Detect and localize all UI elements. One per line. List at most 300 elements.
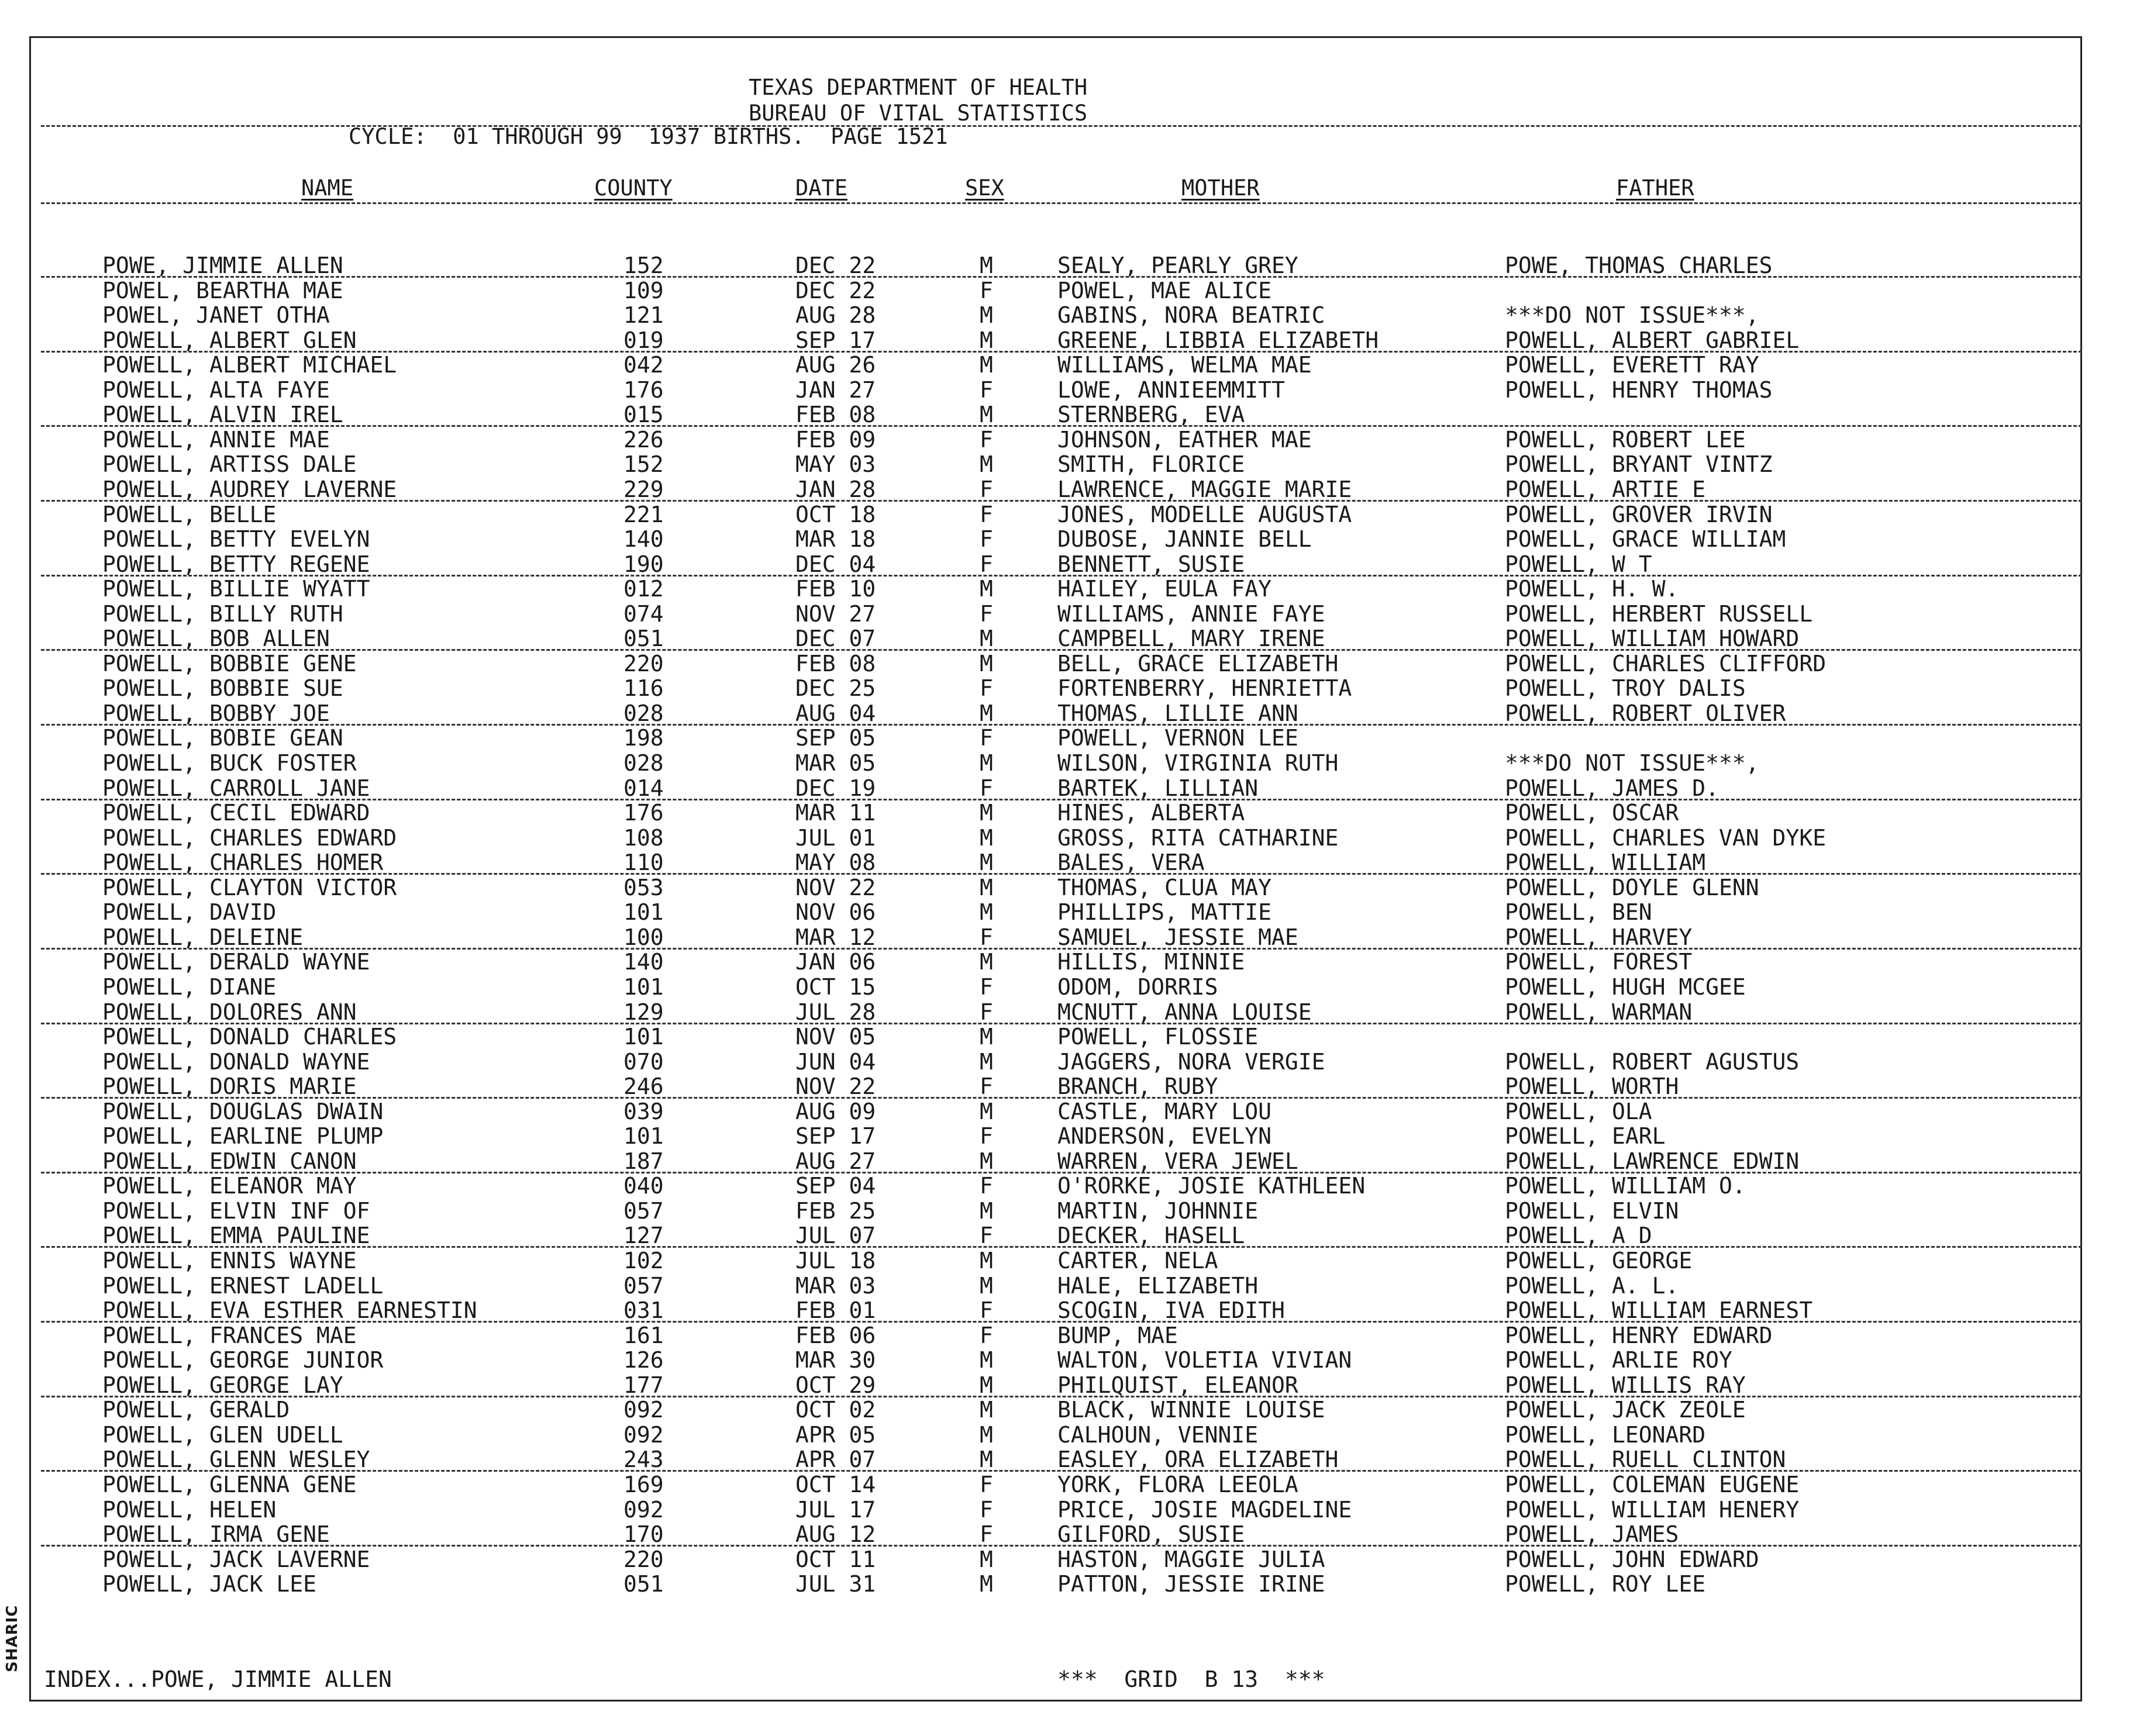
cell-father: POWELL, DOYLE GLENN — [1505, 875, 1759, 900]
cell-mother: JAGGERS, NORA VERGIE — [1057, 1049, 1325, 1075]
cell-sex: M — [980, 651, 993, 677]
cell-date: JUL 18 — [795, 1248, 876, 1273]
cell-date: APR 07 — [795, 1447, 876, 1472]
table-row — [0, 278, 2140, 302]
cell-father: POWELL, W T — [1505, 551, 1652, 577]
cell-date: OCT 14 — [795, 1472, 876, 1497]
cell-county: 101 — [623, 899, 664, 925]
cell-mother: JONES, MODELLE AUGUSTA — [1057, 502, 1352, 527]
table-row — [0, 775, 2140, 800]
cell-county: 053 — [623, 875, 664, 900]
cell-name: POWELL, BOBBY JOE — [102, 700, 330, 726]
cell-name: POWELL, DAVID — [102, 899, 277, 925]
cell-sex: F — [980, 775, 993, 801]
cell-father: POWELL, WILLIAM EARNEST — [1505, 1297, 1813, 1323]
cell-name: POWELL, DIANE — [102, 974, 277, 1000]
cell-name: POWELL, CHARLES EDWARD — [102, 825, 397, 851]
cell-county: 246 — [623, 1074, 664, 1099]
cell-mother: HILLIS, MINNIE — [1057, 949, 1245, 975]
cell-date: NOV 22 — [795, 875, 876, 900]
cell-date: OCT 02 — [795, 1397, 876, 1423]
cell-date: JAN 27 — [795, 377, 876, 403]
table-row — [0, 1297, 2140, 1322]
table-row — [0, 1397, 2140, 1421]
table-row — [0, 1447, 2140, 1471]
cell-father: POWELL, HUGH MCGEE — [1505, 974, 1746, 1000]
cell-date: AUG 04 — [795, 700, 876, 726]
cell-name: POWELL, BOB ALLEN — [102, 626, 330, 651]
cell-date: MAY 08 — [795, 850, 876, 875]
cell-sex: M — [980, 850, 993, 875]
cell-date: APR 05 — [795, 1422, 876, 1448]
cell-mother: BUMP, MAE — [1057, 1323, 1178, 1348]
cell-father: POWELL, HERBERT RUSSELL — [1505, 601, 1813, 627]
cell-sex: F — [980, 1223, 993, 1248]
cell-county: 101 — [623, 1024, 664, 1050]
cell-father: POWELL, RUELL CLINTON — [1505, 1447, 1786, 1472]
cell-date: JAN 28 — [795, 477, 876, 502]
cell-father: POWELL, ROBERT LEE — [1505, 427, 1746, 453]
cell-mother: BARTEK, LILLIAN — [1057, 775, 1259, 801]
cell-county: 028 — [623, 700, 664, 726]
cell-sex: M — [980, 451, 993, 477]
cell-name: POWELL, AUDREY LAVERNE — [102, 477, 397, 502]
cell-name: POWELL, ALBERT GLEN — [102, 327, 357, 353]
table-row — [0, 1521, 2140, 1546]
cell-name: POWELL, BELLE — [102, 502, 277, 527]
cell-date: SEP 17 — [795, 1123, 876, 1149]
cell-mother: GABINS, NORA BEATRIC — [1057, 302, 1325, 328]
cell-mother: PRICE, JOSIE MAGDELINE — [1057, 1497, 1352, 1523]
cell-date: NOV 06 — [795, 899, 876, 925]
cell-county: 229 — [623, 477, 664, 502]
cell-date: JUL 17 — [795, 1497, 876, 1523]
cell-name: POWELL, EARLINE PLUMP — [102, 1123, 384, 1149]
cell-date: FEB 01 — [795, 1297, 876, 1323]
cell-father: POWELL, GRACE WILLIAM — [1505, 526, 1786, 552]
cell-date: DEC 22 — [795, 253, 876, 278]
cell-name: POWELL, EDWIN CANON — [102, 1148, 357, 1174]
cell-sex: M — [980, 899, 993, 925]
cell-county: 057 — [623, 1198, 664, 1224]
cell-date: MAR 12 — [795, 924, 876, 950]
cell-mother: FORTENBERRY, HENRIETTA — [1057, 675, 1352, 701]
cell-sex: M — [980, 402, 993, 427]
cell-sex: M — [980, 1372, 993, 1398]
cell-date: OCT 29 — [795, 1372, 876, 1398]
cell-mother: BLACK, WINNIE LOUISE — [1057, 1397, 1325, 1423]
cell-date: JUL 28 — [795, 999, 876, 1025]
cell-father: POWELL, A. L. — [1505, 1273, 1679, 1299]
cell-father: POWELL, BRYANT VINTZ — [1505, 451, 1773, 477]
cell-date: AUG 28 — [795, 302, 876, 328]
cell-sex: M — [980, 626, 993, 651]
table-row — [0, 352, 2140, 377]
table-row — [0, 999, 2140, 1024]
cell-sex: M — [980, 1547, 993, 1572]
table-row — [0, 302, 2140, 327]
cell-date: AUG 26 — [795, 352, 876, 378]
cell-mother: YORK, FLORA LEEOLA — [1057, 1472, 1298, 1497]
cell-mother: CASTLE, MARY LOU — [1057, 1099, 1272, 1124]
cell-father: POWELL, HENRY THOMAS — [1505, 377, 1773, 403]
cell-mother: HALE, ELIZABETH — [1057, 1273, 1259, 1299]
table-row — [0, 1148, 2140, 1173]
cell-father: POWELL, TROY DALIS — [1505, 675, 1746, 701]
table-row — [0, 1099, 2140, 1123]
table-row — [0, 949, 2140, 974]
cell-mother: GROSS, RITA CATHARINE — [1057, 825, 1339, 851]
cell-sex: M — [980, 1148, 993, 1174]
table-row — [0, 825, 2140, 850]
cell-county: 243 — [623, 1447, 664, 1472]
cell-county: 092 — [623, 1497, 664, 1523]
table-row — [0, 725, 2140, 750]
cell-mother: POWEL, MAE ALICE — [1057, 278, 1272, 303]
cell-date: MAR 18 — [795, 526, 876, 552]
cell-name: POWELL, CLAYTON VICTOR — [102, 875, 397, 900]
cell-mother: THOMAS, CLUA MAY — [1057, 875, 1272, 900]
cell-father: POWELL, CHARLES VAN DYKE — [1505, 825, 1827, 851]
cell-name: POWEL, BEARTHA MAE — [102, 278, 343, 303]
cell-mother: POWELL, VERNON LEE — [1057, 725, 1298, 751]
cell-father: POWELL, EARL — [1505, 1123, 1666, 1149]
cell-name: POWELL, ENNIS WAYNE — [102, 1248, 357, 1273]
cell-sex: F — [980, 675, 993, 701]
cell-mother: BALES, VERA — [1057, 850, 1205, 875]
column-header-county: COUNTY — [594, 175, 673, 201]
cell-name: POWELL, HELEN — [102, 1497, 277, 1523]
cell-county: 039 — [623, 1099, 664, 1124]
cell-mother: GILFORD, SUSIE — [1057, 1521, 1245, 1547]
cell-county: 101 — [623, 974, 664, 1000]
cell-county: 116 — [623, 675, 664, 701]
cell-father: POWELL, JAMES — [1505, 1521, 1679, 1547]
cell-county: 187 — [623, 1148, 664, 1174]
cell-sex: F — [980, 924, 993, 950]
cell-date: OCT 11 — [795, 1547, 876, 1572]
cell-county: 051 — [623, 626, 664, 651]
cell-date: AUG 09 — [795, 1099, 876, 1124]
cell-date: DEC 04 — [795, 551, 876, 577]
cell-mother: CALHOUN, VENNIE — [1057, 1422, 1259, 1448]
cell-mother: MCNUTT, ANNA LOUISE — [1057, 999, 1312, 1025]
cell-county: 015 — [623, 402, 664, 427]
cell-mother: LOWE, ANNIEEMMITT — [1057, 377, 1285, 403]
table-row — [0, 1571, 2140, 1596]
cell-county: 042 — [623, 352, 664, 378]
cell-father: POWELL, FOREST — [1505, 949, 1693, 975]
table-row — [0, 899, 2140, 924]
cell-name: POWELL, FRANCES MAE — [102, 1323, 357, 1348]
cell-county: 121 — [623, 302, 664, 328]
cell-county: 140 — [623, 526, 664, 552]
cell-father: POWELL, HARVEY — [1505, 924, 1693, 950]
cell-father: POWELL, A D — [1505, 1223, 1652, 1248]
cell-sex: M — [980, 1049, 993, 1075]
cell-date: FEB 08 — [795, 402, 876, 427]
cell-date: NOV 22 — [795, 1074, 876, 1099]
cell-father: POWELL, OLA — [1505, 1099, 1652, 1124]
cell-sex: M — [980, 1099, 993, 1124]
cell-date: OCT 15 — [795, 974, 876, 1000]
cell-county: 152 — [623, 253, 664, 278]
table-row — [0, 800, 2140, 824]
cell-mother: MARTIN, JOHNNIE — [1057, 1198, 1259, 1224]
cell-mother: BENNETT, SUSIE — [1057, 551, 1245, 577]
cell-mother: BRANCH, RUBY — [1057, 1074, 1218, 1099]
table-row — [0, 700, 2140, 725]
cell-sex: F — [980, 377, 993, 403]
cell-sex: M — [980, 1198, 993, 1224]
cell-mother: PATTON, JESSIE IRINE — [1057, 1571, 1325, 1597]
table-row — [0, 1049, 2140, 1074]
cell-sex: F — [980, 1173, 993, 1199]
cell-name: POWELL, CHARLES HOMER — [102, 850, 384, 875]
table-row — [0, 402, 2140, 426]
cell-date: MAY 03 — [795, 451, 876, 477]
table-row — [0, 1372, 2140, 1397]
cell-mother: WILLIAMS, WELMA MAE — [1057, 352, 1312, 378]
table-row — [0, 253, 2140, 277]
cell-date: SEP 04 — [795, 1173, 876, 1199]
cell-mother: CAMPBELL, MARY IRENE — [1057, 626, 1325, 651]
cell-father: POWELL, OSCAR — [1505, 800, 1679, 826]
cell-father: POWELL, ROY LEE — [1505, 1571, 1706, 1597]
cell-father: POWELL, ROBERT OLIVER — [1505, 700, 1786, 726]
cell-county: 169 — [623, 1472, 664, 1497]
cell-mother: DECKER, HASELL — [1057, 1223, 1245, 1248]
cell-name: POWELL, EMMA PAULINE — [102, 1223, 370, 1248]
cell-father: POWELL, ALBERT GABRIEL — [1505, 327, 1800, 353]
table-row — [0, 1074, 2140, 1098]
cell-father: POWELL, CHARLES CLIFFORD — [1505, 651, 1827, 677]
table-row — [0, 427, 2140, 451]
cell-sex: M — [980, 327, 993, 353]
cell-father: POWELL, JOHN EDWARD — [1505, 1547, 1759, 1572]
cell-father: POWELL, BEN — [1505, 899, 1652, 925]
cell-date: MAR 05 — [795, 750, 876, 776]
cell-date: JUL 07 — [795, 1223, 876, 1248]
cell-sex: M — [980, 825, 993, 851]
table-row — [0, 576, 2140, 600]
cell-mother: WILLIAMS, ANNIE FAYE — [1057, 601, 1325, 627]
table-row — [0, 1123, 2140, 1148]
table-row — [0, 1422, 2140, 1447]
cell-county: 220 — [623, 1547, 664, 1572]
cell-date: FEB 10 — [795, 576, 876, 602]
cell-name: POWELL, ALVIN IREL — [102, 402, 343, 427]
cell-mother: EASLEY, ORA ELIZABETH — [1057, 1447, 1339, 1472]
cell-county: 051 — [623, 1571, 664, 1597]
cell-county: 040 — [623, 1173, 664, 1199]
cell-county: 074 — [623, 601, 664, 627]
cell-mother: STERNBERG, EVA — [1057, 402, 1245, 427]
cell-sex: F — [980, 1497, 993, 1523]
cell-county: 161 — [623, 1323, 664, 1348]
cell-mother: THOMAS, LILLIE ANN — [1057, 700, 1298, 726]
cell-mother: JOHNSON, EATHER MAE — [1057, 427, 1312, 453]
cell-sex: M — [980, 1248, 993, 1273]
cell-name: POWELL, BOBBIE SUE — [102, 675, 343, 701]
cell-county: 014 — [623, 775, 664, 801]
cell-mother: SAMUEL, JESSIE MAE — [1057, 924, 1298, 950]
cell-sex: M — [980, 1347, 993, 1373]
column-header-mother: MOTHER — [1181, 175, 1260, 201]
column-header-sex: SEX — [965, 175, 1004, 201]
cell-date: DEC 25 — [795, 675, 876, 701]
cell-name: POWELL, DONALD CHARLES — [102, 1024, 397, 1050]
cell-sex: M — [980, 352, 993, 378]
cell-sex: F — [980, 999, 993, 1025]
cell-name: POWELL, DORIS MARIE — [102, 1074, 357, 1099]
cell-mother: PHILQUIST, ELEANOR — [1057, 1372, 1298, 1398]
cell-county: 221 — [623, 502, 664, 527]
cell-father: POWELL, WILLIAM HOWARD — [1505, 626, 1800, 651]
table-row — [0, 675, 2140, 700]
cell-county: 110 — [623, 850, 664, 875]
cell-father: POWELL, ROBERT AGUSTUS — [1505, 1049, 1800, 1075]
cell-father: POWELL, ELVIN — [1505, 1198, 1679, 1224]
cell-sex: F — [980, 1123, 993, 1149]
cell-county: 070 — [623, 1049, 664, 1075]
cell-county: 019 — [623, 327, 664, 353]
table-row — [0, 750, 2140, 775]
cell-sex: M — [980, 1422, 993, 1448]
cell-father: POWELL, GEORGE — [1505, 1248, 1693, 1273]
cell-sex: F — [980, 502, 993, 527]
cell-sex: M — [980, 1447, 993, 1472]
cell-name: POWELL, DOLORES ANN — [102, 999, 357, 1025]
table-row — [0, 1347, 2140, 1372]
cell-county: 100 — [623, 924, 664, 950]
header-department: TEXAS DEPARTMENT OF HEALTH — [749, 75, 1088, 100]
table-row — [0, 1223, 2140, 1247]
cell-mother: SEALY, PEARLY GREY — [1057, 253, 1298, 278]
cell-name: POWELL, BOBBIE GENE — [102, 651, 357, 677]
table-row — [0, 526, 2140, 551]
cell-father: ***DO NOT ISSUE***, — [1505, 750, 1759, 776]
cell-father: POWELL, WILLIAM O. — [1505, 1173, 1746, 1199]
cell-date: NOV 05 — [795, 1024, 876, 1050]
cell-sex: F — [980, 1521, 993, 1547]
table-row — [0, 875, 2140, 899]
cell-sex: M — [980, 302, 993, 328]
cell-county: 057 — [623, 1273, 664, 1299]
cell-father: POWELL, JAMES D. — [1505, 775, 1719, 801]
cell-mother: HAILEY, EULA FAY — [1057, 576, 1272, 602]
cell-mother: WALTON, VOLETIA VIVIAN — [1057, 1347, 1352, 1373]
cell-date: JUL 31 — [795, 1571, 876, 1597]
cell-name: POWELL, ELVIN INF OF — [102, 1198, 370, 1224]
cell-name: POWELL, GEORGE JUNIOR — [102, 1347, 384, 1373]
cell-date: DEC 07 — [795, 626, 876, 651]
table-row — [0, 477, 2140, 501]
cell-county: 176 — [623, 377, 664, 403]
cell-mother: PHILLIPS, MATTIE — [1057, 899, 1272, 925]
table-row — [0, 1547, 2140, 1571]
cell-name: POWELL, EVA ESTHER EARNESTIN — [102, 1297, 477, 1323]
cell-mother: BELL, GRACE ELIZABETH — [1057, 651, 1339, 677]
cell-sex: M — [980, 949, 993, 975]
cell-father: ***DO NOT ISSUE***, — [1505, 302, 1759, 328]
cell-county: 092 — [623, 1422, 664, 1448]
cell-mother: SMITH, FLORICE — [1057, 451, 1245, 477]
cell-county: 108 — [623, 825, 664, 851]
cell-father: POWELL, GROVER IRVIN — [1505, 502, 1773, 527]
cell-name: POWELL, GLENNA GENE — [102, 1472, 357, 1497]
cell-father: POWELL, ARTIE E — [1505, 477, 1706, 502]
cell-name: POWELL, BOBIE GEAN — [102, 725, 343, 751]
cell-father: POWELL, WILLIAM — [1505, 850, 1706, 875]
table-row — [0, 377, 2140, 402]
cell-father: POWELL, WILLIS RAY — [1505, 1372, 1746, 1398]
cell-name: POWELL, DERALD WAYNE — [102, 949, 370, 975]
cell-county: 092 — [623, 1397, 664, 1423]
cell-father: POWE, THOMAS CHARLES — [1505, 253, 1773, 278]
cell-name: POWELL, GLENN WESLEY — [102, 1447, 370, 1472]
cell-sex: M — [980, 253, 993, 278]
cell-date: FEB 09 — [795, 427, 876, 453]
cell-name: POWELL, CARROLL JANE — [102, 775, 370, 801]
cell-name: POWE, JIMMIE ALLEN — [102, 253, 343, 278]
cell-sex: F — [980, 278, 993, 303]
cell-name: POWELL, DOUGLAS DWAIN — [102, 1099, 384, 1124]
cell-name: POWELL, BETTY EVELYN — [102, 526, 370, 552]
cell-father: POWELL, EVERETT RAY — [1505, 352, 1759, 378]
table-row — [0, 601, 2140, 626]
cell-father: POWELL, LAWRENCE EDWIN — [1505, 1148, 1800, 1174]
cell-date: DEC 19 — [795, 775, 876, 801]
footer-index: INDEX...POWE, JIMMIE ALLEN — [44, 1666, 392, 1692]
cell-mother: ANDERSON, EVELYN — [1057, 1123, 1272, 1149]
cell-mother: DUBOSE, JANNIE BELL — [1057, 526, 1312, 552]
cell-name: POWELL, BETTY REGENE — [102, 551, 370, 577]
cell-mother: POWELL, FLOSSIE — [1057, 1024, 1259, 1050]
cell-name: POWELL, ELEANOR MAY — [102, 1173, 357, 1199]
cell-name: POWELL, IRMA GENE — [102, 1521, 330, 1547]
cell-sex: M — [980, 800, 993, 826]
cell-name: POWELL, ANNIE MAE — [102, 427, 330, 453]
cell-date: OCT 18 — [795, 502, 876, 527]
cell-county: 152 — [623, 451, 664, 477]
cell-sex: F — [980, 526, 993, 552]
cell-date: FEB 06 — [795, 1323, 876, 1348]
cell-father: POWELL, WORTH — [1505, 1074, 1679, 1099]
table-row — [0, 626, 2140, 650]
cell-mother: LAWRENCE, MAGGIE MARIE — [1057, 477, 1352, 502]
header-bureau: BUREAU OF VITAL STATISTICS — [749, 101, 1088, 126]
cell-sex: F — [980, 1297, 993, 1323]
cell-name: POWELL, ARTISS DALE — [102, 451, 357, 477]
footer-grid: *** GRID B 13 *** — [1057, 1666, 1325, 1692]
cell-date: AUG 27 — [795, 1148, 876, 1174]
cell-county: 012 — [623, 576, 664, 602]
cell-father: POWELL, HENRY EDWARD — [1505, 1323, 1773, 1348]
cell-sex: M — [980, 875, 993, 900]
cell-name: POWELL, BILLY RUTH — [102, 601, 343, 627]
cell-county: 031 — [623, 1297, 664, 1323]
column-header-date: DATE — [795, 175, 848, 201]
cell-date: DEC 22 — [795, 278, 876, 303]
cell-sex: F — [980, 427, 993, 453]
side-label: SHARIC — [4, 1604, 21, 1672]
table-row — [0, 924, 2140, 949]
cell-sex: F — [980, 477, 993, 502]
cell-date: MAR 11 — [795, 800, 876, 826]
table-row — [0, 1273, 2140, 1297]
table-row — [0, 651, 2140, 675]
